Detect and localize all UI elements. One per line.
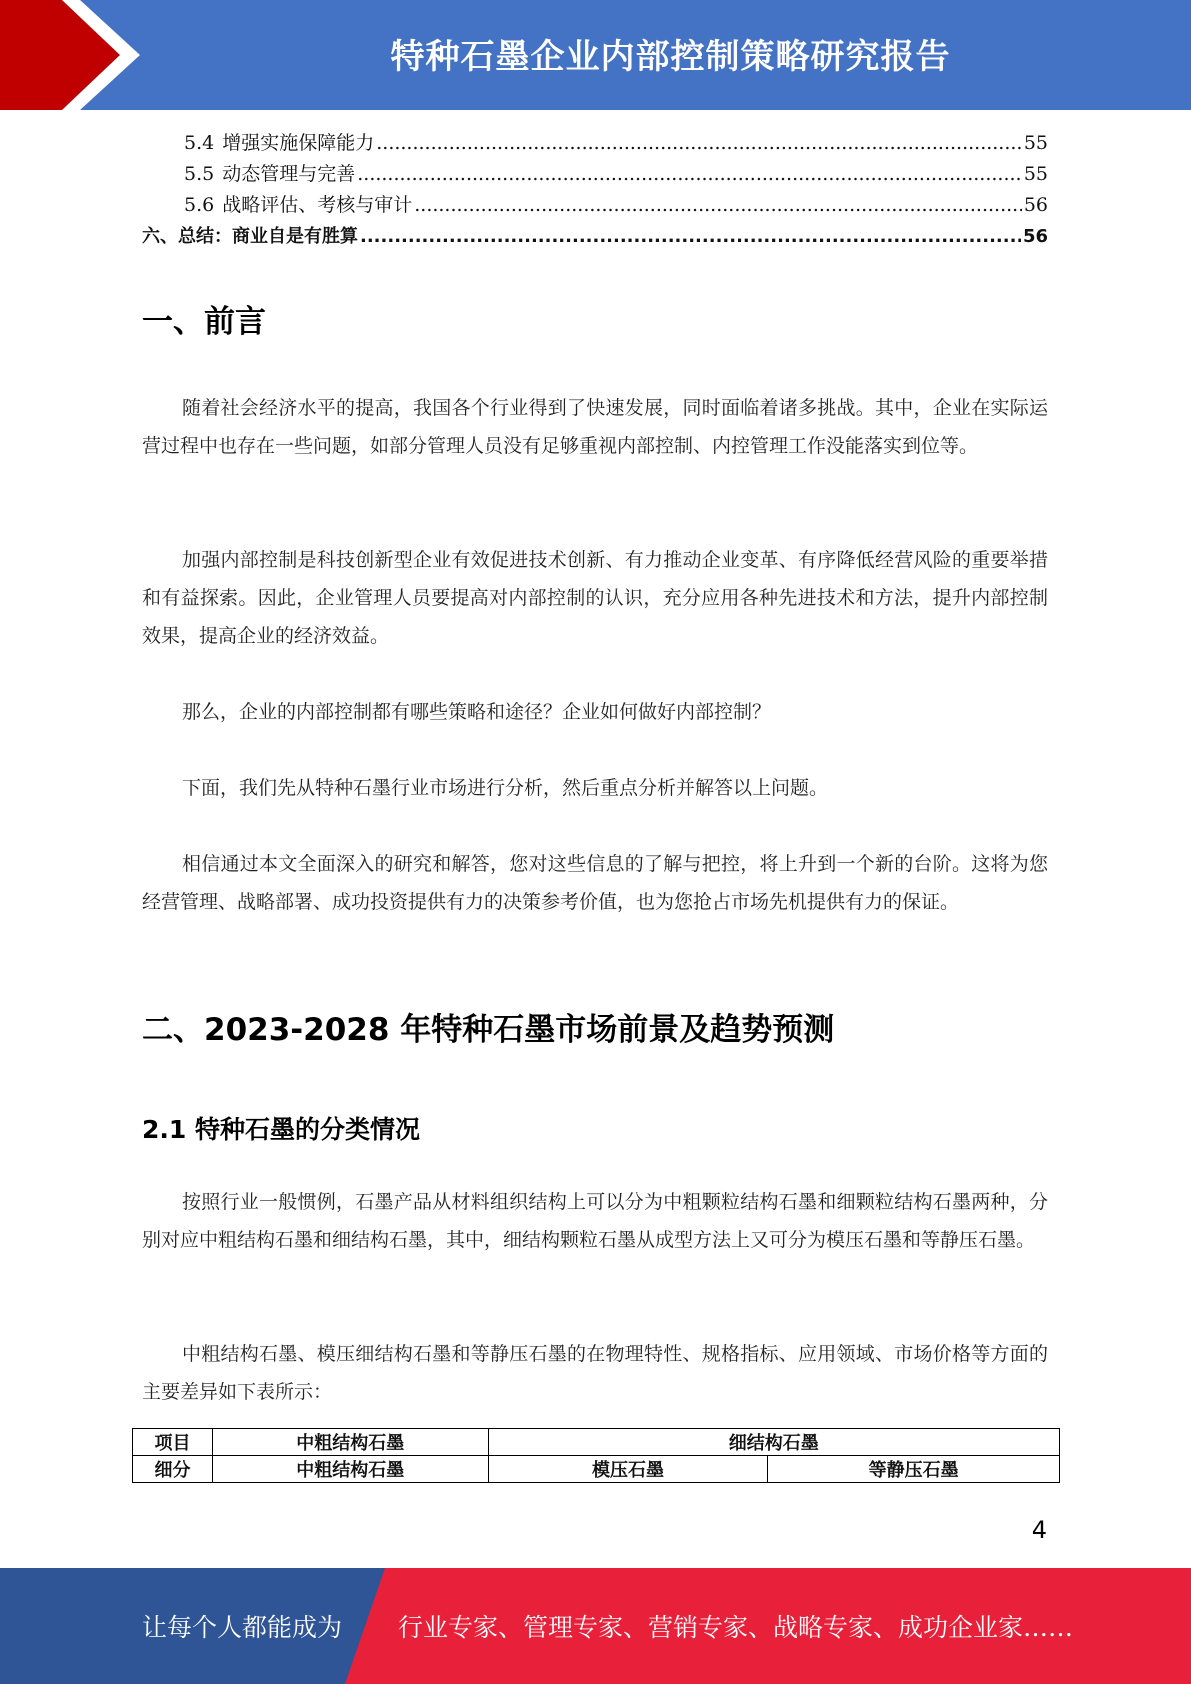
paragraph: 相信通过本文全面深入的研究和解答，您对这些信息的了解与把控，将上升到一个新的台阶。这将为您经营管理、战略部署、成功投资提供有力的决策参考价值，也为您抢占市场先机提供有力的保证。: [142, 853, 1048, 913]
page-footer: [0, 1568, 1191, 1684]
toc-entry-label: 六、总结：商业自是有胜算: [142, 226, 358, 247]
table-cell: 中粗结构石墨: [212, 1429, 488, 1456]
table-cell: 模压石墨: [488, 1456, 768, 1483]
footer-slogan-right: 行业专家、管理专家、营销专家、战略专家、成功企业家……: [398, 1613, 1074, 1642]
toc-entry-number: 5.4: [184, 132, 215, 154]
section-heading-market-outlook: 二、2023-2028 年特种石墨市场前景及趋势预测: [142, 1012, 835, 1048]
toc-leader-dots: [414, 190, 1022, 221]
table-cell: 细分: [133, 1456, 213, 1483]
toc-entry-page: 55: [1023, 163, 1048, 185]
table-cell: 中粗结构石墨: [212, 1456, 488, 1483]
paragraph: 那么，企业的内部控制都有哪些策略和途径？企业如何做好内部控制？: [182, 701, 772, 723]
toc-entry[interactable]: [142, 159, 1048, 190]
table-row: [133, 1429, 1060, 1456]
toc-entry[interactable]: [142, 221, 1048, 252]
table-cell: 等静压石墨: [768, 1456, 1060, 1483]
toc-entry-page: 55: [1023, 132, 1048, 154]
paragraph: 下面，我们先从特种石墨行业市场进行分析，然后重点分析并解答以上问题。: [182, 777, 829, 799]
toc-entry-page: 56: [1022, 226, 1048, 247]
toc-leader-dots: [360, 221, 1021, 252]
paragraph: 随着社会经济水平的提高，我国各个行业得到了快速发展，同时面临着诸多挑战。其中，企业在实际运营过程中也存在一些问题，如部分管理人员没有足够重视内部控制、内控管理工作没能落实到位等。: [142, 397, 1048, 457]
page-number: 4: [1031, 1516, 1047, 1544]
report-title: 特种石墨企业内部控制策略研究报告: [390, 36, 951, 77]
page-header: [0, 0, 1191, 110]
table-of-contents: [142, 128, 1048, 252]
toc-entry[interactable]: [142, 190, 1048, 221]
toc-entry-label: 动态管理与完善: [222, 163, 356, 185]
toc-entry-label: 战略评估、考核与审计: [222, 194, 413, 216]
comparison-table: [132, 1428, 1060, 1483]
section-heading-preface: 一、前言: [142, 304, 266, 340]
toc-entry[interactable]: [142, 128, 1048, 159]
paragraph: 加强内部控制是科技创新型企业有效促进技术创新、有力推动企业变革、有序降低经营风险的重要举措和有益探索。因此，企业管理人员要提高对内部控制的认识，充分应用各种先进技术和方法，提升内部控制效果，提高企业的经济效益。: [142, 549, 1048, 647]
table-cell: 项目: [133, 1429, 213, 1456]
header-red-arrow-icon: [0, 0, 150, 110]
table-row: [133, 1456, 1060, 1483]
paragraph: 按照行业一般惯例，石墨产品从材料组织结构上可以分为中粗颗粒结构石墨和细颗粒结构石墨两种，分别对应中粗结构石墨和细结构石墨，其中，细结构颗粒石墨从成型方法上又可分为模压石墨和等静压石墨。: [142, 1191, 1048, 1251]
subsection-heading-classification: 2.1 特种石墨的分类情况: [142, 1115, 420, 1144]
paragraph: 中粗结构石墨、模压细结构石墨和等静压石墨的在物理特性、规格指标、应用领域、市场价格等方面的主要差异如下表所示：: [142, 1343, 1048, 1403]
toc-entry-label: 增强实施保障能力: [222, 132, 375, 154]
toc-entry-number: 5.5: [184, 163, 215, 185]
toc-leader-dots: [376, 128, 1022, 159]
toc-entry-number: 5.6: [184, 194, 215, 216]
toc-entry-page: 56: [1023, 194, 1048, 216]
comparison-table-container: [120, 1426, 1080, 1484]
table-cell: 细结构石墨: [488, 1429, 1059, 1456]
toc-leader-dots: [357, 159, 1022, 190]
footer-slogan-left: 让每个人都能成为: [142, 1613, 343, 1642]
